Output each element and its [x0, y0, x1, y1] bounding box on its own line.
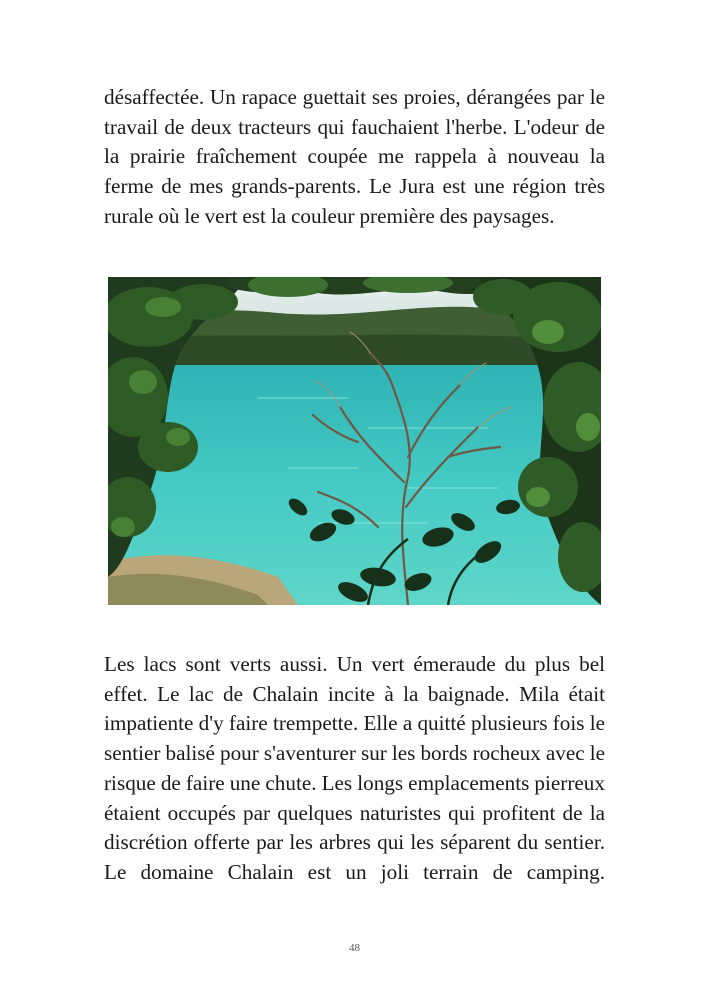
paragraph-bottom: Les lacs sont verts aussi. Un vert émeraude du plus bel effet. Le lac de Chalain incite à la baignade. Mila était impatiente d'y faire trempette. Elle a quitté plusieurs fois le sentier balisé pour s'aventurer sur les bords rocheux avec le risque de faire une chute. Les longs emplacements pierreux étaient occupés par quelques naturistes qui profitent de la discrétion offerte par les arbres qui les séparent du sentier. Le domaine Chalain est un joli terrain de camping. [104, 652, 605, 884]
paragraph-top: désaffectée. Un rapace guettait ses proies, dérangées par le travail de deux tracteurs qui fauchaient l'herbe. L'odeur de la prairie fraîchement coupée me rappela à nouveau la ferme de mes grands-parents. Le Jura est une région très rurale où le vert est la couleur première des paysages. [104, 85, 605, 228]
page-number: 48 [349, 942, 360, 954]
lake-photo-illustration [108, 277, 601, 605]
lake-photo [108, 277, 601, 605]
